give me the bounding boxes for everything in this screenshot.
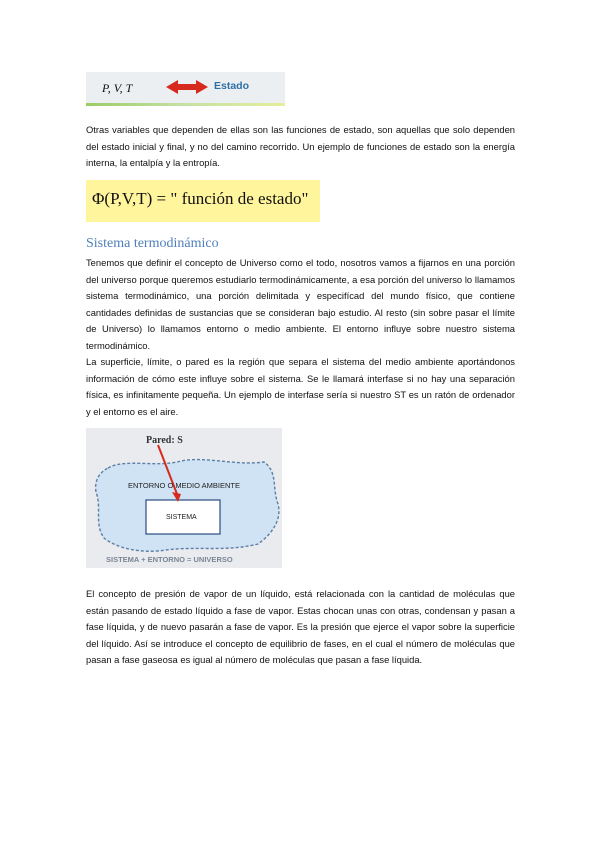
system-label: SISTEMA xyxy=(166,514,197,521)
diagram-drawing xyxy=(86,428,282,568)
figure-bottom-strip xyxy=(86,103,285,106)
environment-label: ENTORNO O MEDIO AMBIENTE xyxy=(128,481,240,490)
paragraph-thermodynamic-system: Tenemos que definir el concepto de Universo como el todo, nosotros vamos a fijarnos en una porción del universo porque queremos estudiarlo termodinámicamente, a esa porción del universo lo llamamos sistema termodinámico, una porción delimitada y especifícad del mundo físico, que contiene cantidades definidas de sustancias que se consideran bajo estudio. Al resto (sin sobre pasar el límite de Universo) lo llamamos entorno o medio ambiente. El entorno influye sobre nuestro sistema termodinámico. xyxy=(86,257,515,351)
wall-label: Pared: S xyxy=(146,435,183,446)
section-heading: Sistema termodinámico xyxy=(86,236,219,251)
formula-text: Φ(P,V,T) = " función de estado" xyxy=(92,189,309,208)
double-arrow-icon xyxy=(86,72,285,106)
universe-label: SISTEMA + ENTORNO = UNIVERSO xyxy=(106,555,233,564)
paragraph-wall-interface: La superficie, límite, o pared es la región que separa el sistema del medio ambiente aportándonos información de cómo este influye sobre el sistema. Se le llamará interfase si no hay una separación física, es infinitamente pequeña. Un ejemplo de interfase sería si nuestro ST es un ratón de ordenador y el entorno es el aire. xyxy=(86,356,515,417)
pvt-label: P, V, T xyxy=(102,81,133,95)
paragraph-state-functions: Otras variables que dependen de ellas son las funciones de estado, son aquellas que solo dependen del estado inicial y final, y no del camino recorrido. Un ejemplo de funciones de estado son la energía interna, la entalpía y la entropía. xyxy=(86,124,515,168)
system-environment-diagram xyxy=(86,428,282,568)
paragraph-vapor-pressure: El concepto de presión de vapor de un líquido, está relacionada con la cantidad de moléculas que están pasando de estado líquido a fase de vapor. Estas chocan unas con otras, condensan y pasan a fase líquida, y de nuevo pasarán a fase de vapor. Es la presión que ejerce el vapor sobre la superficie del líquido. Así se introduce el concepto de equilibrio de fases, en el cual el número de moléculas que pasan a fase gaseosa es igual al número de moléculas que pasan a fase líquida. xyxy=(86,588,515,665)
state-function-formula xyxy=(86,180,320,222)
estado-label: Estado xyxy=(214,80,250,92)
pvt-estado-figure xyxy=(86,72,285,106)
